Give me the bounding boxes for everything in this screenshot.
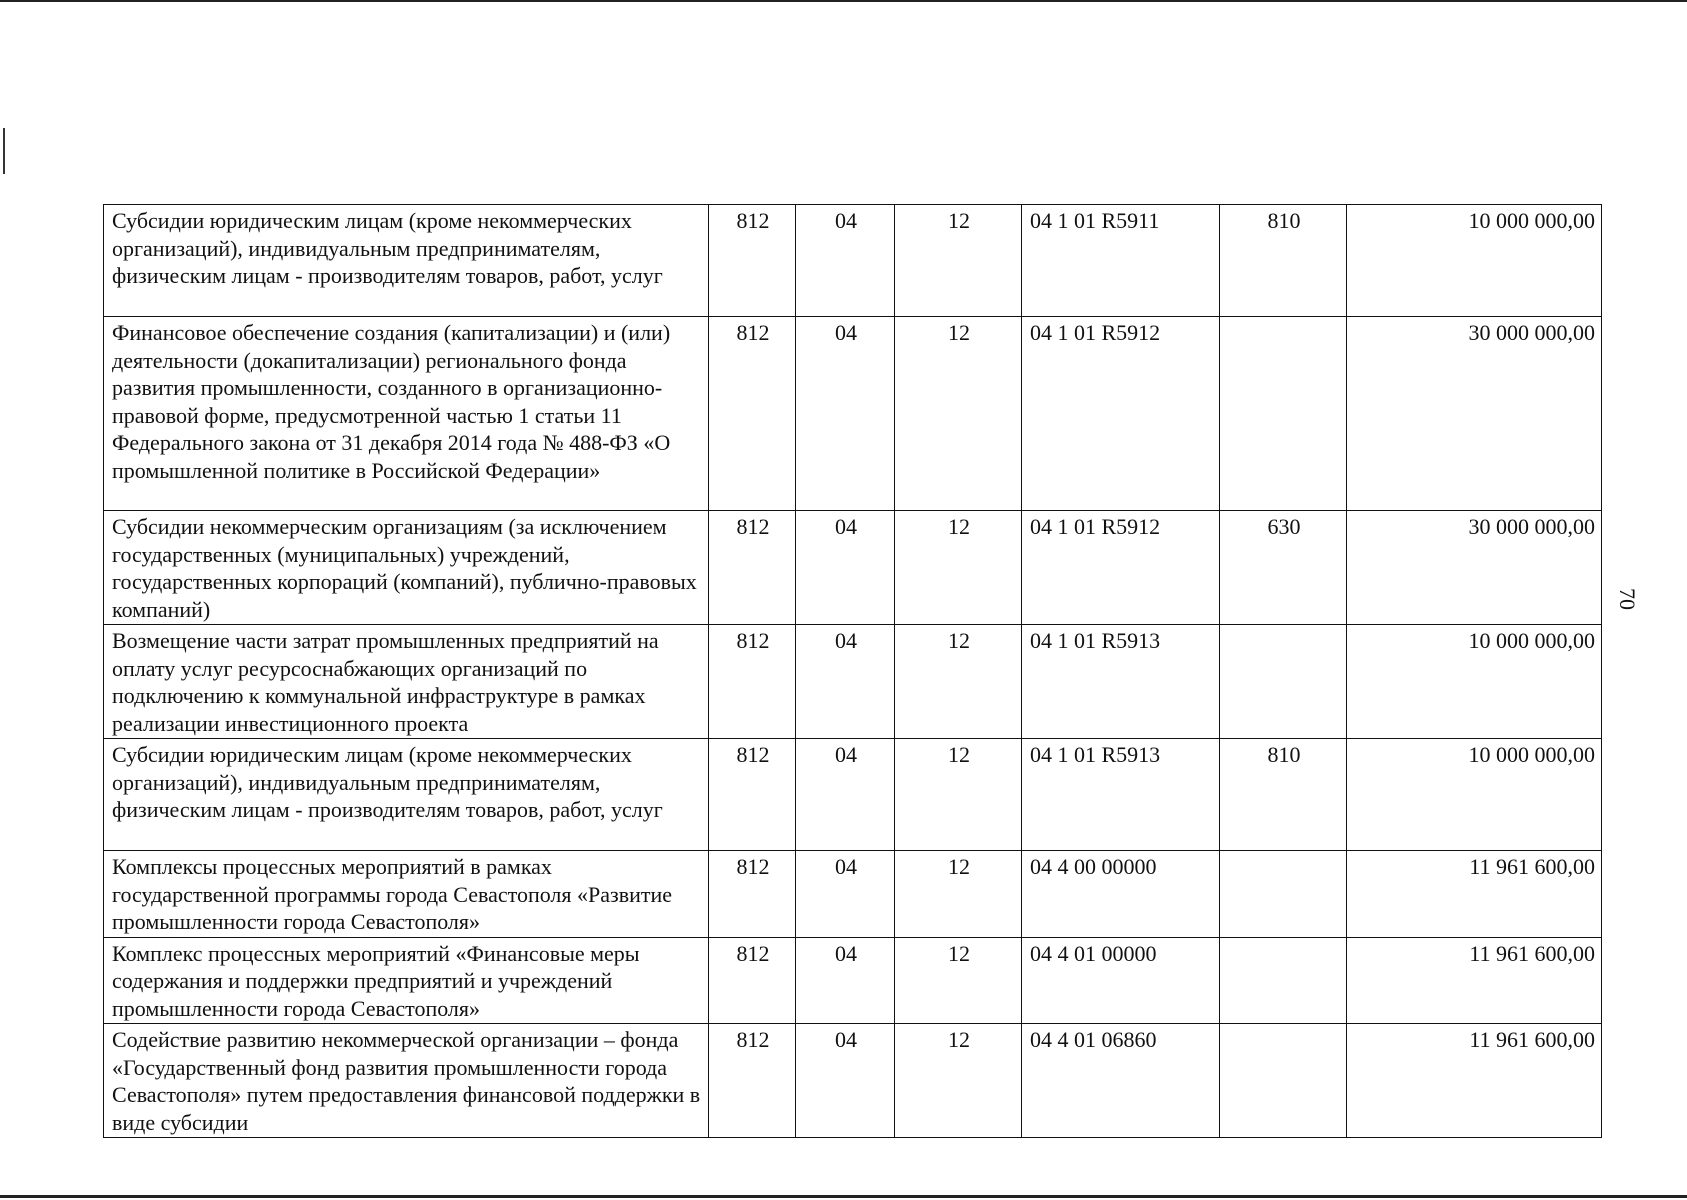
scan-mark xyxy=(3,128,5,174)
expense-type: 810 xyxy=(1220,739,1347,851)
target-article: 04 1 01 R5912 xyxy=(1022,511,1220,625)
amount: 10 000 000,00 xyxy=(1347,739,1602,851)
page-number: 70 xyxy=(1615,588,1640,610)
table-row xyxy=(104,205,1602,317)
expense-type xyxy=(1220,317,1347,511)
section-code: 04 xyxy=(796,511,895,625)
ministry-code: 812 xyxy=(709,317,796,511)
table-row xyxy=(104,739,1602,851)
amount: 10 000 000,00 xyxy=(1347,205,1602,317)
expense-type xyxy=(1220,937,1347,1024)
row-name: Субсидии некоммерческим организациям (за исключением государственных (муниципальных) учреждений, государственных корпораций (компаний), публично-правовых компаний) xyxy=(104,511,709,625)
section-code: 04 xyxy=(796,851,895,938)
budget-table xyxy=(103,204,1602,1138)
table-row xyxy=(104,511,1602,625)
section-code: 04 xyxy=(796,317,895,511)
table-row xyxy=(104,937,1602,1024)
scan-border-bottom xyxy=(0,1195,1687,1198)
row-name: Субсидии юридическим лицам (кроме некоммерческих организаций), индивидуальным предпринимателям, физическим лицам - производителям товаров, работ, услуг xyxy=(104,205,709,317)
target-article: 04 4 01 00000 xyxy=(1022,937,1220,1024)
subsection-code: 12 xyxy=(895,205,1022,317)
target-article: 04 1 01 R5911 xyxy=(1022,205,1220,317)
table-row xyxy=(104,317,1602,511)
expense-type xyxy=(1220,625,1347,739)
row-name: Субсидии юридическим лицам (кроме некоммерческих организаций), индивидуальным предпринимателям, физическим лицам - производителям товаров, работ, услуг xyxy=(104,739,709,851)
table-row xyxy=(104,851,1602,938)
target-article: 04 1 01 R5913 xyxy=(1022,625,1220,739)
target-article: 04 4 00 00000 xyxy=(1022,851,1220,938)
subsection-code: 12 xyxy=(895,317,1022,511)
table-row xyxy=(104,1024,1602,1138)
amount: 30 000 000,00 xyxy=(1347,511,1602,625)
ministry-code: 812 xyxy=(709,851,796,938)
row-name: Комплекс процессных мероприятий «Финансовые меры содержания и поддержки предприятий и учреждений промышленности города Севастополя» xyxy=(104,937,709,1024)
subsection-code: 12 xyxy=(895,1024,1022,1138)
amount: 11 961 600,00 xyxy=(1347,851,1602,938)
section-code: 04 xyxy=(796,1024,895,1138)
expense-type: 810 xyxy=(1220,205,1347,317)
expense-type xyxy=(1220,851,1347,938)
subsection-code: 12 xyxy=(895,739,1022,851)
section-code: 04 xyxy=(796,625,895,739)
subsection-code: 12 xyxy=(895,625,1022,739)
row-name: Содействие развитию некоммерческой организации – фонда «Государственный фонд развития промышленности города Севастополя» путем предоставления финансовой поддержки в виде субсидии xyxy=(104,1024,709,1138)
ministry-code: 812 xyxy=(709,511,796,625)
target-article: 04 1 01 R5912 xyxy=(1022,317,1220,511)
expense-type: 630 xyxy=(1220,511,1347,625)
section-code: 04 xyxy=(796,205,895,317)
ministry-code: 812 xyxy=(709,937,796,1024)
amount: 30 000 000,00 xyxy=(1347,317,1602,511)
amount: 11 961 600,00 xyxy=(1347,1024,1602,1138)
row-name: Комплексы процессных мероприятий в рамках государственной программы города Севастополя «Развитие промышленности города Севастополя» xyxy=(104,851,709,938)
row-name: Финансовое обеспечение создания (капитализации) и (или) деятельности (докапитализации) регионального фонда развития промышленности, созданного в организационно-правовой форме, предусмотренной частью 1 статьи 11 Федерального закона от 31 декабря 2014 года № 488-ФЗ «О промышленной политике в Российской Федерации» xyxy=(104,317,709,511)
subsection-code: 12 xyxy=(895,937,1022,1024)
ministry-code: 812 xyxy=(709,739,796,851)
expense-type xyxy=(1220,1024,1347,1138)
scan-border-top xyxy=(0,0,1687,2)
section-code: 04 xyxy=(796,937,895,1024)
ministry-code: 812 xyxy=(709,625,796,739)
subsection-code: 12 xyxy=(895,511,1022,625)
subsection-code: 12 xyxy=(895,851,1022,938)
target-article: 04 4 01 06860 xyxy=(1022,1024,1220,1138)
target-article: 04 1 01 R5913 xyxy=(1022,739,1220,851)
ministry-code: 812 xyxy=(709,1024,796,1138)
amount: 11 961 600,00 xyxy=(1347,937,1602,1024)
amount: 10 000 000,00 xyxy=(1347,625,1602,739)
section-code: 04 xyxy=(796,739,895,851)
table-row xyxy=(104,625,1602,739)
ministry-code: 812 xyxy=(709,205,796,317)
row-name: Возмещение части затрат промышленных предприятий на оплату услуг ресурсоснабжающих организаций по подключению к коммунальной инфраструктуре в рамках реализации инвестиционного проекта xyxy=(104,625,709,739)
